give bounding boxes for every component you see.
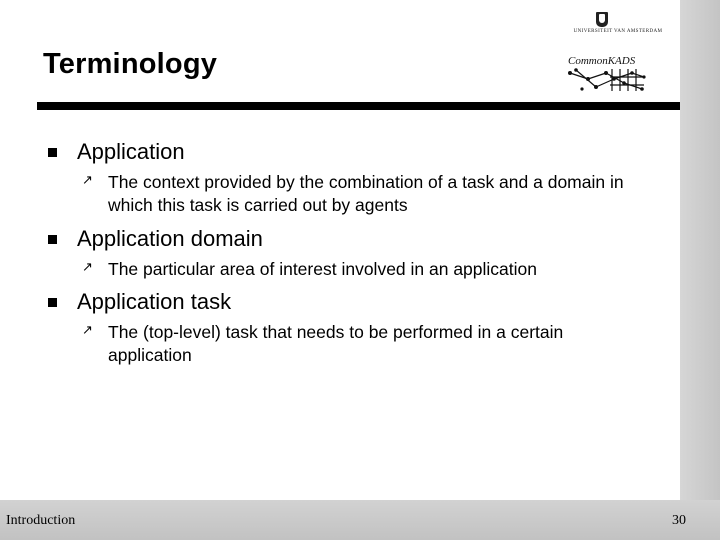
sub-bullet-arrow-icon: ↗ (82, 173, 93, 188)
commonkads-logo (566, 55, 648, 95)
bullet-square-icon (48, 148, 57, 157)
university-shield-icon (596, 12, 608, 27)
bullet-application-domain: Application domain (77, 226, 263, 251)
sub-bullet-application: The context provided by the combination of a task and a domain in which this task is carried out by agents (108, 172, 624, 215)
title-divider (37, 102, 680, 110)
sub-bullet-arrow-icon: ↗ (82, 323, 93, 338)
footer-bar (0, 500, 720, 540)
commonkads-logo-text: CommonKADS (568, 55, 636, 67)
right-decorative-strip (680, 0, 720, 540)
footer-section-label: Introduction (6, 513, 76, 528)
bullet-application-task: Application task (77, 289, 232, 314)
bullet-square-icon (48, 235, 57, 244)
university-logo-text: UNIVERSITEIT VAN AMSTERDAM (573, 29, 663, 34)
bullet-application: Application (77, 139, 185, 164)
page-number: 30 (672, 513, 686, 528)
sub-bullet-arrow-icon: ↗ (82, 260, 93, 275)
network-graph-icon (566, 67, 648, 95)
university-logo (562, 12, 674, 38)
sub-bullet-application-task: The (top-level) task that needs to be performed in a certain application (108, 322, 564, 365)
slide-title: Terminology (43, 48, 218, 80)
bullet-square-icon (48, 298, 57, 307)
sub-bullet-application-domain: The particular area of interest involved in an application (108, 259, 537, 279)
